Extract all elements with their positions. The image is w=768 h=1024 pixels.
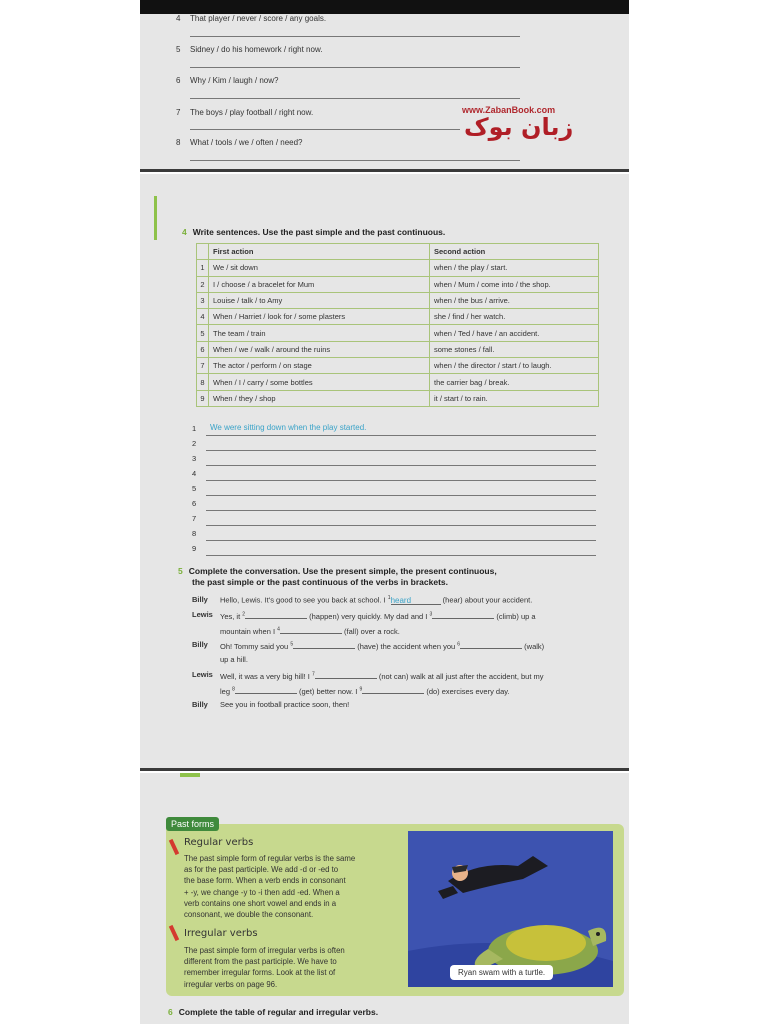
table-row: 5 The team / train when / Ted / have / an accident.	[197, 325, 599, 341]
illustration-caption: Ryan swam with a turtle.	[450, 965, 553, 980]
answer-row[interactable]: 2	[192, 437, 596, 451]
blank-3[interactable]	[432, 610, 494, 619]
table-row: 2 I / choose / a bracelet for Mum when / Mum / come into / the shop.	[197, 276, 599, 292]
blank-8[interactable]	[235, 685, 297, 694]
exercise-item: 4 That player / never / score / any goals.	[176, 14, 327, 23]
answer-row[interactable]: 3	[192, 452, 596, 466]
exercise5-heading: 5 Complete the conversation. Use the present simple, the present continuous,	[178, 566, 497, 576]
zabanbook-watermark	[462, 105, 612, 157]
table-row: 7 The actor / perform / on stage when / the director / start / to laugh.	[197, 358, 599, 374]
page-divider	[140, 768, 629, 771]
answer-line[interactable]	[190, 36, 520, 37]
table-row: 9 When / they / shop it / start / to rain.	[197, 390, 599, 406]
answer-row[interactable]: 7	[192, 512, 596, 526]
blank-2[interactable]	[245, 610, 307, 619]
exercise5-heading-line2: the past simple or the past continuous of the verbs in brackets.	[192, 577, 448, 587]
answer-row[interactable]: 9	[192, 542, 596, 556]
table-row: 6 When / we / walk / around the ruins some stones / fall.	[197, 341, 599, 357]
regular-verbs-text: The past simple form of regular verbs is the same as for the past participle. We add -d or -ed to the base form. When a verb ends in consonant + -y, we change -y to -i then add -ed. When a verb contains one short vowel and ends in a consonant, we double the consonant.	[184, 854, 356, 920]
diver-turtle-illustration	[408, 831, 613, 987]
irregular-verbs-text: The past simple form of irregular verbs is often different from the past participle. We have to remember irregular forms. Look at the list of irregular verbs on page 96.	[184, 946, 345, 989]
page-section-middle: 4 Write sentences. Use the past simple and the past continuous. First action Second action 1 We / sit down when / the play / start. 2 I / choose / a bracelet for Mum when / Mum / come into / the shop. 3 Louise / talk / to Amy when / the bus / arrive. 4 When / Harriet / look for / some plasters she / find / her watch. 5 The team / train when / Ted / have / an accident. 6 When / we / walk / around the ruins some stones / fall. 7 The actor / perform / on stage when / the director / start / to laugh. 8 When / I / carry / some bottles the carrier bag / break. 9 When / they / shop it / start / to rain. 1 We were sitting down when the play started. 2 3 4 5 6 7 8 9 5 Complete the conversation. Use the present simple, the present continuous, the past simple or the past continuous of the verbs in brackets. Billy Hello, Lewis. It's good to see you back at school. I $^1$heard (hear) about your accident. Lewis Yes, it $^2$ (happen) very quickly. My dad and I $^3$ (climb) up a mountain when I $^4$ (fall) over a rock. Billy Oh! Tommy said you $^5$ (have) the accident when you $^6$ (walk) up a hill. Lewis Well, it was a very big hill! I $^7$ (not can) walk at all just after the accident, but my leg $^8$ (get) better now. I $^9$ (do) exercises every day. Billy See you in football practice soon, then!	[140, 174, 629, 768]
exercise-item: 8 What / tools / we / often / need?	[176, 138, 303, 147]
actions-table	[196, 243, 599, 407]
filled-answer: heard	[390, 595, 412, 605]
table-header-row	[197, 244, 599, 260]
regular-verbs-title: Regular verbs	[184, 837, 254, 848]
page-section-top	[140, 14, 629, 169]
blank-4[interactable]	[280, 625, 342, 634]
margin-accent-bar	[154, 196, 157, 240]
exercise-item: 7 The boys / play football / right now.	[176, 108, 314, 117]
table-row: 1 We / sit down when / the play / start.	[197, 260, 599, 276]
blank-6[interactable]	[460, 640, 522, 649]
watermark-url: www.ZabanBook.com	[462, 105, 556, 115]
watermark-logo-text: زبان بوک	[464, 113, 574, 141]
answer-line[interactable]	[190, 160, 520, 161]
table-row: 4 When / Harriet / look for / some plasters she / find / her watch.	[197, 309, 599, 325]
grammar-box-label: Past forms	[166, 817, 219, 831]
table-row: 8 When / I / carry / some bottles the carrier bag / break.	[197, 374, 599, 390]
answer-row[interactable]: 5	[192, 482, 596, 496]
irregular-verbs-title: Irregular verbs	[184, 928, 258, 939]
answer-line[interactable]	[190, 98, 520, 99]
answer-line[interactable]	[190, 129, 460, 130]
page-section-bottom	[140, 773, 629, 1024]
answer-line[interactable]	[190, 67, 520, 68]
table-row: 3 Louise / talk / to Amy when / the bus / arrive.	[197, 292, 599, 308]
page-divider	[140, 169, 629, 172]
blank-7[interactable]	[315, 670, 377, 679]
answer-row[interactable]: 1 We were sitting down when the play started.	[192, 422, 596, 436]
exercise4-heading: 4 Write sentences. Use the past simple and the past continuous.	[182, 227, 446, 237]
blank-9[interactable]	[362, 685, 424, 694]
exercise-item: 6 Why / Kim / laugh / now?	[176, 76, 279, 85]
filled-answer: We were sitting down when the play started.	[210, 423, 367, 432]
header-first-action: First action	[209, 244, 430, 260]
page-tab-marker	[180, 773, 200, 777]
header-second-action: Second action	[430, 244, 599, 260]
answer-row[interactable]: 4	[192, 467, 596, 481]
answer-row[interactable]: 8	[192, 527, 596, 541]
blank-5[interactable]	[293, 640, 355, 649]
diver-turtle-icon	[408, 831, 613, 987]
answer-row[interactable]: 6	[192, 497, 596, 511]
exercise6-heading: 6 Complete the table of regular and irregular verbs.	[168, 1007, 379, 1017]
exercise-item: 5 Sidney / do his homework / right now.	[176, 45, 323, 54]
